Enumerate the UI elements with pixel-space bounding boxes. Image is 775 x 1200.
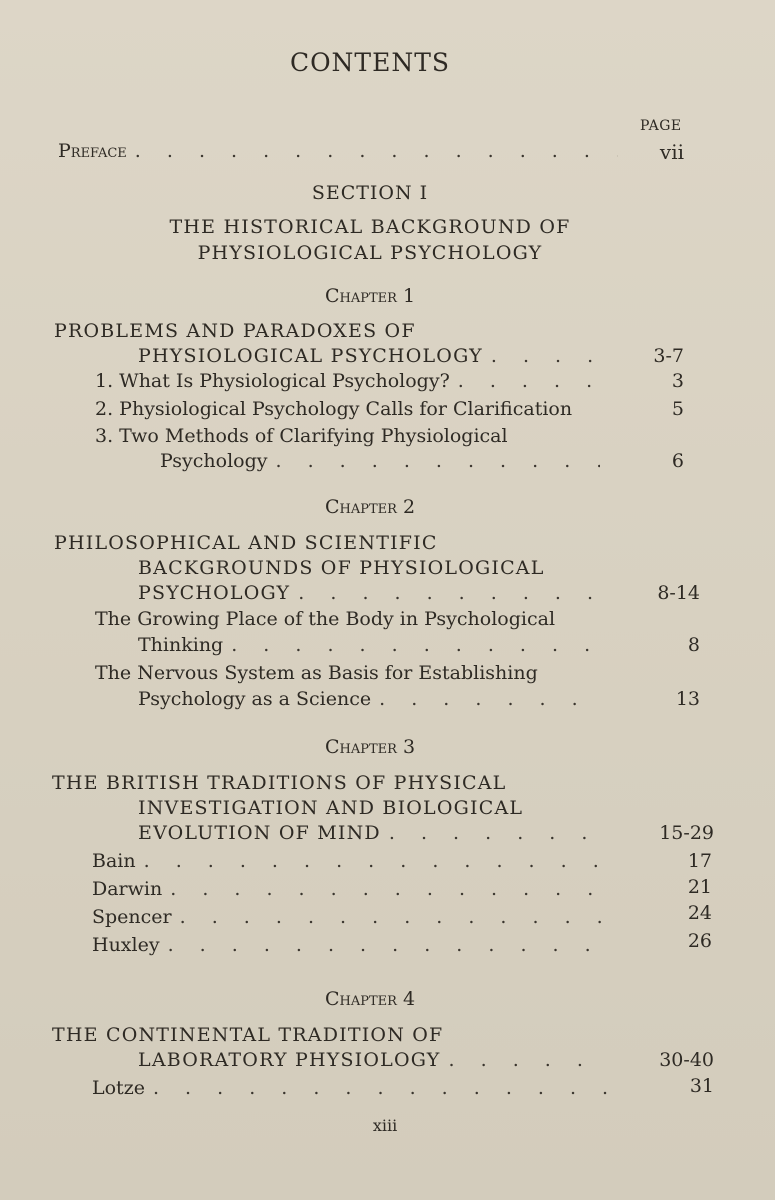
chapter-1-pages: 3-7	[653, 345, 684, 367]
chapter-4-title-line-2: LABORATORY PHYSIOLOGY . . .	[138, 1049, 608, 1075]
toc-entry-page: 21	[687, 876, 712, 898]
chapter-4-label: Chapter 4	[324, 988, 416, 1010]
preface-page: vii	[659, 140, 684, 164]
section-label: SECTION I	[311, 182, 429, 204]
chapter-2-title-line-2: BACKGROUNDS OF PHYSIOLOGICAL	[138, 557, 545, 579]
toc-entry-continued: Psychology as a Science . . .	[138, 688, 603, 714]
toc-entry-page: 3	[671, 370, 684, 392]
chapter-4-title-line-1: THE CONTINENTAL TRADITION OF	[52, 1024, 444, 1046]
toc-entry-page: 24	[687, 902, 712, 924]
leader-dots	[290, 582, 603, 604]
chapter-3-pages: 15-29	[659, 822, 714, 844]
toc-entry: Spencer . . .	[92, 906, 612, 932]
toc-entry: 2. Physiological Psychology Calls for Clarification	[95, 398, 573, 420]
section-title-line-2: PHYSIOLOGICAL PSYCHOLOGY	[197, 242, 543, 264]
chapter-1-label: Chapter 1	[324, 285, 416, 307]
leader-dots	[223, 634, 603, 656]
chapter-2-label: Chapter 2	[324, 496, 416, 518]
chapter-2-title-line-3: PSYCHOLOGY . . .	[138, 582, 603, 608]
chapter-1-title-line-2: PHYSIOLOGICAL PSYCHOLOGY . . .	[138, 345, 603, 371]
toc-entry: The Growing Place of the Body in Psychological	[95, 608, 556, 630]
leader-dots	[381, 822, 603, 844]
toc-entry-continued: Psychology . . .	[160, 450, 600, 476]
chapter-3-title-line-3: EVOLUTION OF MIND . . .	[138, 822, 603, 848]
toc-entry: 3. Two Methods of Clarifying Physiological	[95, 425, 508, 447]
toc-entry-page: 17	[687, 850, 712, 872]
section-title-line-1: THE HISTORICAL BACKGROUND OF	[169, 216, 571, 238]
leader-dots	[162, 878, 612, 900]
toc-entry: Lotze . . .	[92, 1077, 617, 1103]
leader-dots	[371, 688, 603, 710]
chapter-3-label: Chapter 3	[324, 736, 416, 758]
toc-entry-page: 6	[671, 450, 684, 472]
chapter-3-title-line-1: THE BRITISH TRADITIONS OF PHYSICAL	[52, 772, 507, 794]
toc-entry-page: 13	[675, 688, 700, 710]
chapter-4-pages: 30-40	[659, 1049, 714, 1071]
toc-entry-page: 5	[671, 398, 684, 420]
footer-page-number: xiii	[372, 1116, 398, 1135]
toc-entry: 1. What Is Physiological Psychology? . . .	[95, 370, 600, 396]
page-title: CONTENTS	[289, 48, 451, 77]
toc-entry-page: 31	[689, 1075, 714, 1097]
preface-line	[58, 140, 618, 166]
toc-entry: Bain . . .	[92, 850, 612, 876]
leader-dots	[145, 1077, 617, 1099]
toc-entry-continued: Thinking . . .	[138, 634, 603, 660]
toc-entry-page: 26	[687, 930, 712, 952]
toc-entry: Huxley . . .	[92, 934, 612, 960]
toc-entry: Darwin . . .	[92, 878, 612, 904]
leader-dots	[172, 906, 612, 928]
leader-dots	[441, 1049, 608, 1071]
preface-label: Preface	[58, 140, 127, 162]
chapter-2-title-line-1: PHILOSOPHICAL AND SCIENTIFIC	[54, 532, 438, 554]
chapter-1-title-line-1: PROBLEMS AND PARADOXES OF	[54, 320, 416, 342]
page-column-header: PAGE	[640, 118, 682, 134]
chapter-2-pages: 8-14	[657, 582, 700, 604]
leader-dots	[127, 140, 618, 162]
leader-dots	[450, 370, 600, 392]
leader-dots	[268, 450, 601, 472]
leader-dots	[136, 850, 612, 872]
chapter-3-title-line-2: INVESTIGATION AND BIOLOGICAL	[138, 797, 524, 819]
toc-entry-page: 8	[687, 634, 700, 656]
toc-entry: The Nervous System as Basis for Establishing	[95, 662, 538, 684]
leader-dots	[160, 934, 612, 956]
